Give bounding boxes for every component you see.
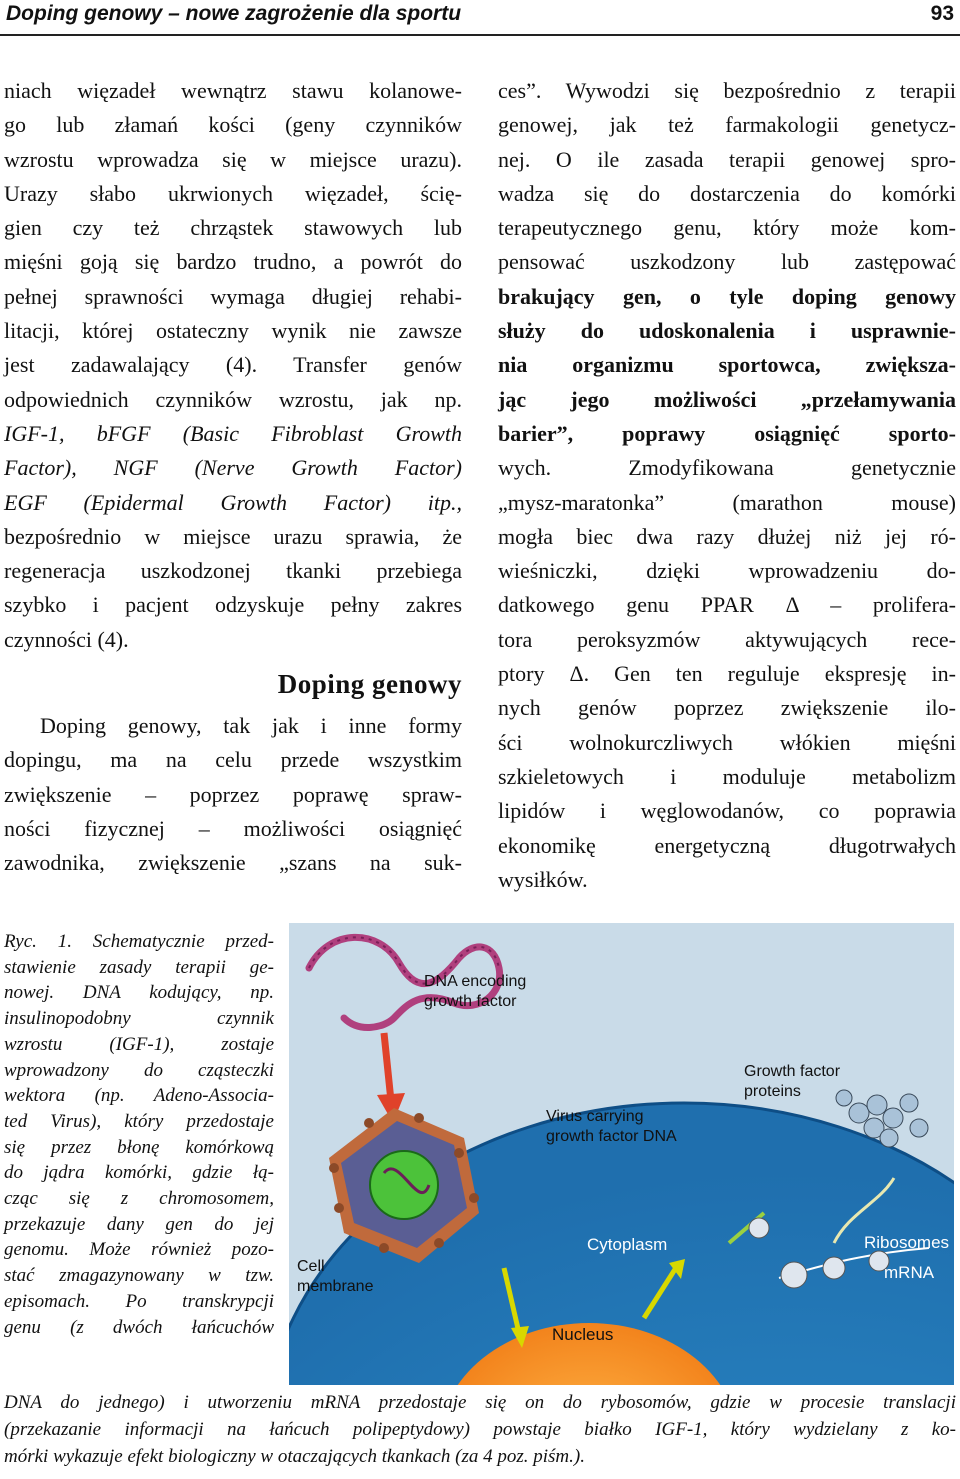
- running-title: Doping genowy – nowe zagrożenie dla sportu: [6, 2, 462, 25]
- text-line: go lub złamań kości (geny czynników: [4, 112, 462, 138]
- figure-caption-bottom: [4, 1389, 956, 1470]
- text-line: mięśni goją się bardzo trudno, a powrót do: [4, 249, 462, 275]
- text-line: wysiłków.: [498, 866, 588, 892]
- text-line: jąc jego możliwości „przełamywania: [498, 386, 956, 412]
- caption-line: wektora (np. Adeno-Associa-: [4, 1085, 274, 1107]
- caption-line: mórki wykazuje efekt biologiczny w otaczających tkankach (za 4 poz. piśm.).: [4, 1446, 585, 1467]
- label-cell-membrane-1: Cell: [297, 1258, 325, 1275]
- caption-line: wprowadzony do cząsteczki: [4, 1059, 274, 1081]
- page-header: [0, 0, 960, 36]
- text-line: niach więzadeł wewnątrz stawu kolanowe-: [4, 78, 462, 103]
- label-virus-2: growth factor DNA: [546, 1128, 677, 1145]
- text-line: litacji, której ostateczny wynik nie zawsze: [4, 318, 462, 344]
- text-line: ności fizycznej – możliwości osiągnięć: [4, 815, 462, 841]
- section-heading: Doping genowy: [277, 669, 462, 700]
- label-dna-encoding-1: DNA encoding: [424, 973, 527, 990]
- text-line: pensować uszkodzony lub zastępować: [498, 249, 956, 275]
- text-line: wych. Zmodyfikowana genetycznie: [498, 455, 956, 481]
- text-line: nej. O ile zasada terapii genowej spro-: [498, 146, 956, 172]
- text-line: pełnej sprawności wymaga długiej rehabi-: [4, 283, 462, 309]
- caption-line: nowej. DNA kodujący, np.: [4, 982, 274, 1004]
- text-line: mogła biec dwa razy dłużej niż jej ró-: [498, 523, 956, 549]
- caption-line: DNA do jednego) i utworzeniu mRNA przedostaje się on do rybosomów, gdzie w procesie translacji: [4, 1392, 956, 1413]
- caption-line: przekazuje dany gen do jej: [4, 1213, 274, 1235]
- gene-therapy-figure: [289, 923, 954, 1385]
- caption-line: insulinopodobny czynnik: [4, 1008, 274, 1030]
- text-line: barier”, poprawy osiągnięć sporto-: [498, 420, 956, 446]
- text-line: wadza się do dostarczenia do komórki: [498, 180, 956, 206]
- caption-line: episomach. Po transkrypcji: [4, 1290, 274, 1312]
- text-line: IGF-1, bFGF (Basic Fibroblast Growth: [4, 420, 462, 446]
- caption-line: stać zmagazynowany w tzw.: [4, 1265, 274, 1287]
- label-mrna: mRNA: [884, 1263, 935, 1282]
- caption-line: Ryc. 1. Schematycznie przed-: [4, 931, 274, 952]
- text-line: Doping genowy, tak jak i inne formy: [40, 713, 462, 739]
- text-line: tora peroksyzmów aktywujących rece-: [498, 626, 956, 652]
- text-line: regeneracja uszkodzonej tkanki przebiega: [4, 558, 462, 584]
- text-line: służy do udoskonalenia i usprawnie-: [498, 318, 956, 344]
- text-line: wzrostu wprowadza się w miejsce urazu).: [4, 146, 462, 172]
- caption-line: genu (z dwóch łańcuchów: [4, 1316, 274, 1338]
- text-line: EGF (Epidermal Growth Factor) itp.,: [4, 489, 462, 515]
- text-line: dopingu, ma na celu przede wszystkim: [4, 747, 462, 773]
- figure-caption-side: [4, 929, 274, 1340]
- text-line: terapeutycznego genu, który może kom-: [498, 215, 956, 241]
- label-dna-encoding-2: growth factor: [424, 993, 517, 1010]
- paragraph-doping: [4, 709, 462, 880]
- label-cell-membrane-2: membrane: [297, 1278, 374, 1295]
- text-line: zwiększenie – poprzez poprawę spraw-: [4, 781, 462, 807]
- text-line: odpowiednich czynników wzrostu, jak np.: [4, 386, 462, 412]
- label-cytoplasm: Cytoplasm: [587, 1235, 668, 1254]
- text-line: szybko i pacjent odzyskuje pełny zakres: [4, 592, 462, 618]
- label-ribosomes: Ribosomes: [864, 1233, 950, 1252]
- text-line: „mysz-maratonka” (marathon mouse): [498, 489, 956, 515]
- caption-line: się przez błonę komórkową: [4, 1136, 274, 1158]
- text-line: brakujący gen, o tyle doping genowy: [498, 283, 956, 309]
- label-proteins-2: proteins: [744, 1083, 801, 1100]
- text-line: gien czy też chrząstek stawowych lub: [4, 215, 462, 241]
- text-line: ści wolnokurczliwych włókien mięśni: [498, 729, 956, 755]
- text-line: jest zadawalający (4). Transfer genów: [4, 352, 462, 378]
- caption-line: cząc się z chromosomem,: [4, 1188, 274, 1210]
- text-line: lipidów i węglowodanów, co poprawia: [498, 798, 956, 824]
- label-nucleus: Nucleus: [552, 1325, 614, 1344]
- caption-line: genomu. Może również pozo-: [4, 1239, 274, 1261]
- text-line: bezpośrednio w miejsce urazu sprawia, że: [4, 523, 462, 549]
- caption-line: stawienie zasady terapii ge-: [4, 956, 274, 978]
- text-line: genowej, jak też farmakologii genetycz-: [498, 112, 956, 138]
- caption-line: do jądra komórki, gdzie łą-: [4, 1162, 274, 1184]
- text-line: Factor), NGF (Nerve Growth Factor): [4, 455, 462, 481]
- caption-line: ted Virus), który przedostaje: [4, 1110, 274, 1132]
- caption-line: wzrostu (IGF-1), zostaje: [4, 1033, 274, 1055]
- figure-illustration: [289, 923, 954, 1385]
- text-line: ptory Δ. Gen ten reguluje ekspresję in-: [498, 661, 956, 687]
- text-line: nia organizmu sportowca, zwiększa-: [498, 352, 956, 378]
- text-line: ekonomikę energetyczną długotrwałych: [498, 832, 956, 858]
- caption-line: (przekazanie informacji na łańcuch polipeptydowy) powstaje białko IGF-1, który wydzielany z ko-: [4, 1419, 956, 1440]
- text-line: wieśniczki, dzięki wprowadzeniu do-: [498, 558, 956, 584]
- text-line: szkieletowych i moduluje metabolizm: [498, 763, 956, 789]
- label-virus-1: Virus carrying: [546, 1108, 644, 1125]
- label-proteins-1: Growth factor: [744, 1063, 841, 1080]
- text-line: czynności (4).: [4, 626, 129, 652]
- text-line: datkowego genu PPAR Δ – prolifera-: [498, 592, 956, 618]
- left-column: [4, 74, 462, 881]
- right-column: [498, 74, 956, 897]
- text-line: Urazy słabo ukrwionych więzadeł, ścię-: [4, 180, 462, 206]
- text-line: zawodnika, zwiększenie „szans na suk-: [4, 850, 462, 876]
- paragraph-right: [498, 74, 956, 897]
- page-number: 93: [930, 2, 954, 25]
- text-line: ces”. Wywodzi się bezpośrednio z terapii: [498, 78, 956, 103]
- text-line: nych genów poprzez zwiększenie ilo-: [498, 695, 956, 721]
- paragraph-transfer: [4, 74, 462, 657]
